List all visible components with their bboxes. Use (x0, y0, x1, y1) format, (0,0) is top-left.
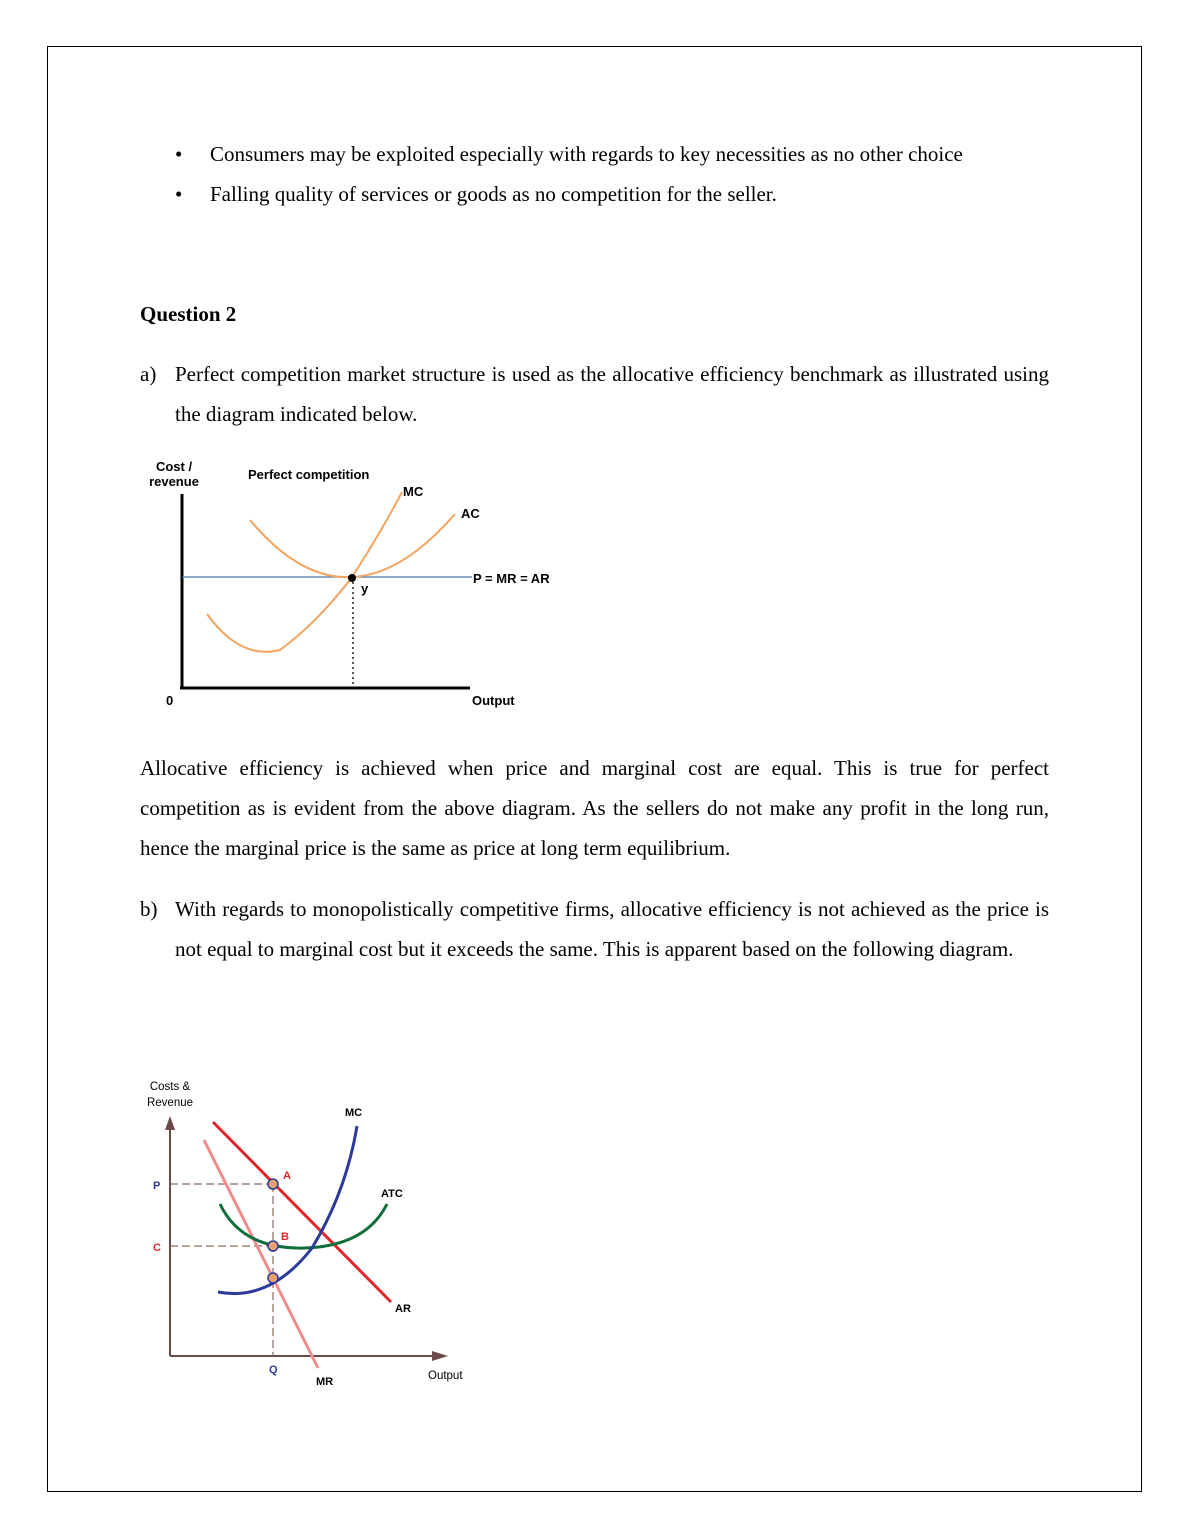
bullet-text: Falling quality of services or goods as no competition for the seller. (210, 182, 777, 206)
ac-curve (250, 514, 455, 577)
cost-tick-label: C (153, 1242, 161, 1254)
y-axis-label-line2: Revenue (146, 1097, 194, 1109)
point-a (268, 1179, 278, 1189)
point-b (268, 1241, 278, 1251)
y-axis-label-line2: revenue (149, 474, 199, 489)
mc-label: MC (345, 1107, 363, 1119)
section-heading: Question 2 (140, 302, 237, 326)
atc-label: ATC (381, 1188, 403, 1200)
item-marker: a) (140, 362, 157, 386)
mr-line (204, 1140, 318, 1368)
price-tick-label: P (153, 1180, 161, 1192)
atc-curve (220, 1204, 387, 1248)
x-axis-label: Output (428, 1370, 463, 1382)
mc-label: MC (403, 484, 424, 499)
list-item (140, 134, 1060, 174)
price-line-label: P = MR = AR (473, 571, 550, 586)
y-axis-arrow-icon (165, 1116, 175, 1130)
mr-label: MR (316, 1376, 334, 1388)
item-marker: b) (140, 897, 158, 921)
bullet-icon: • (175, 182, 183, 206)
origin-label: 0 (166, 693, 174, 708)
item-text: With regards to monopolistically competitive firms, allocative efficiency is not achieved as the price is not equal to marginal cost but it exceeds the same. This is apparent based on the following diagram. (175, 897, 1049, 961)
bullet-list (140, 134, 1060, 214)
point-mc-mr (268, 1273, 278, 1283)
monopolistic-competition-chart (140, 1072, 480, 1392)
chart-title: Perfect competition (248, 467, 370, 482)
item-text: Perfect competition market structure is used as the allocative efficiency benchmark as illustrated using the diagram indicated below. (175, 362, 1049, 426)
bullet-icon: • (175, 142, 183, 166)
y-axis-label-line1: Cost / (155, 459, 193, 474)
ac-label: AC (461, 506, 480, 521)
list-item-a (140, 354, 1049, 434)
equilibrium-point (348, 574, 356, 582)
mc-curve (207, 492, 402, 652)
explanation-paragraph: Allocative efficiency is achieved when price and marginal cost are equal. This is true for perfect competition as is evident from the above diagram. As the sellers do not make any profit in the long run, hence the marginal price is the same as price at long term equilibrium. (140, 756, 1049, 860)
y-axis-label-line1: Costs & (149, 1081, 191, 1093)
point-a-label: A (283, 1170, 291, 1182)
equilibrium-label: y (361, 581, 369, 596)
bullet-text: Consumers may be exploited especially with regards to key necessities as no other choice (210, 142, 963, 166)
perfect-competition-chart (140, 452, 580, 722)
point-b-label: B (281, 1231, 289, 1243)
x-axis-arrow-icon (432, 1351, 448, 1361)
list-item (140, 174, 1060, 214)
list-item-b (140, 889, 1049, 969)
ar-label: AR (395, 1303, 411, 1315)
x-axis-label: Output (472, 693, 515, 708)
quantity-tick-label: Q (269, 1364, 278, 1376)
